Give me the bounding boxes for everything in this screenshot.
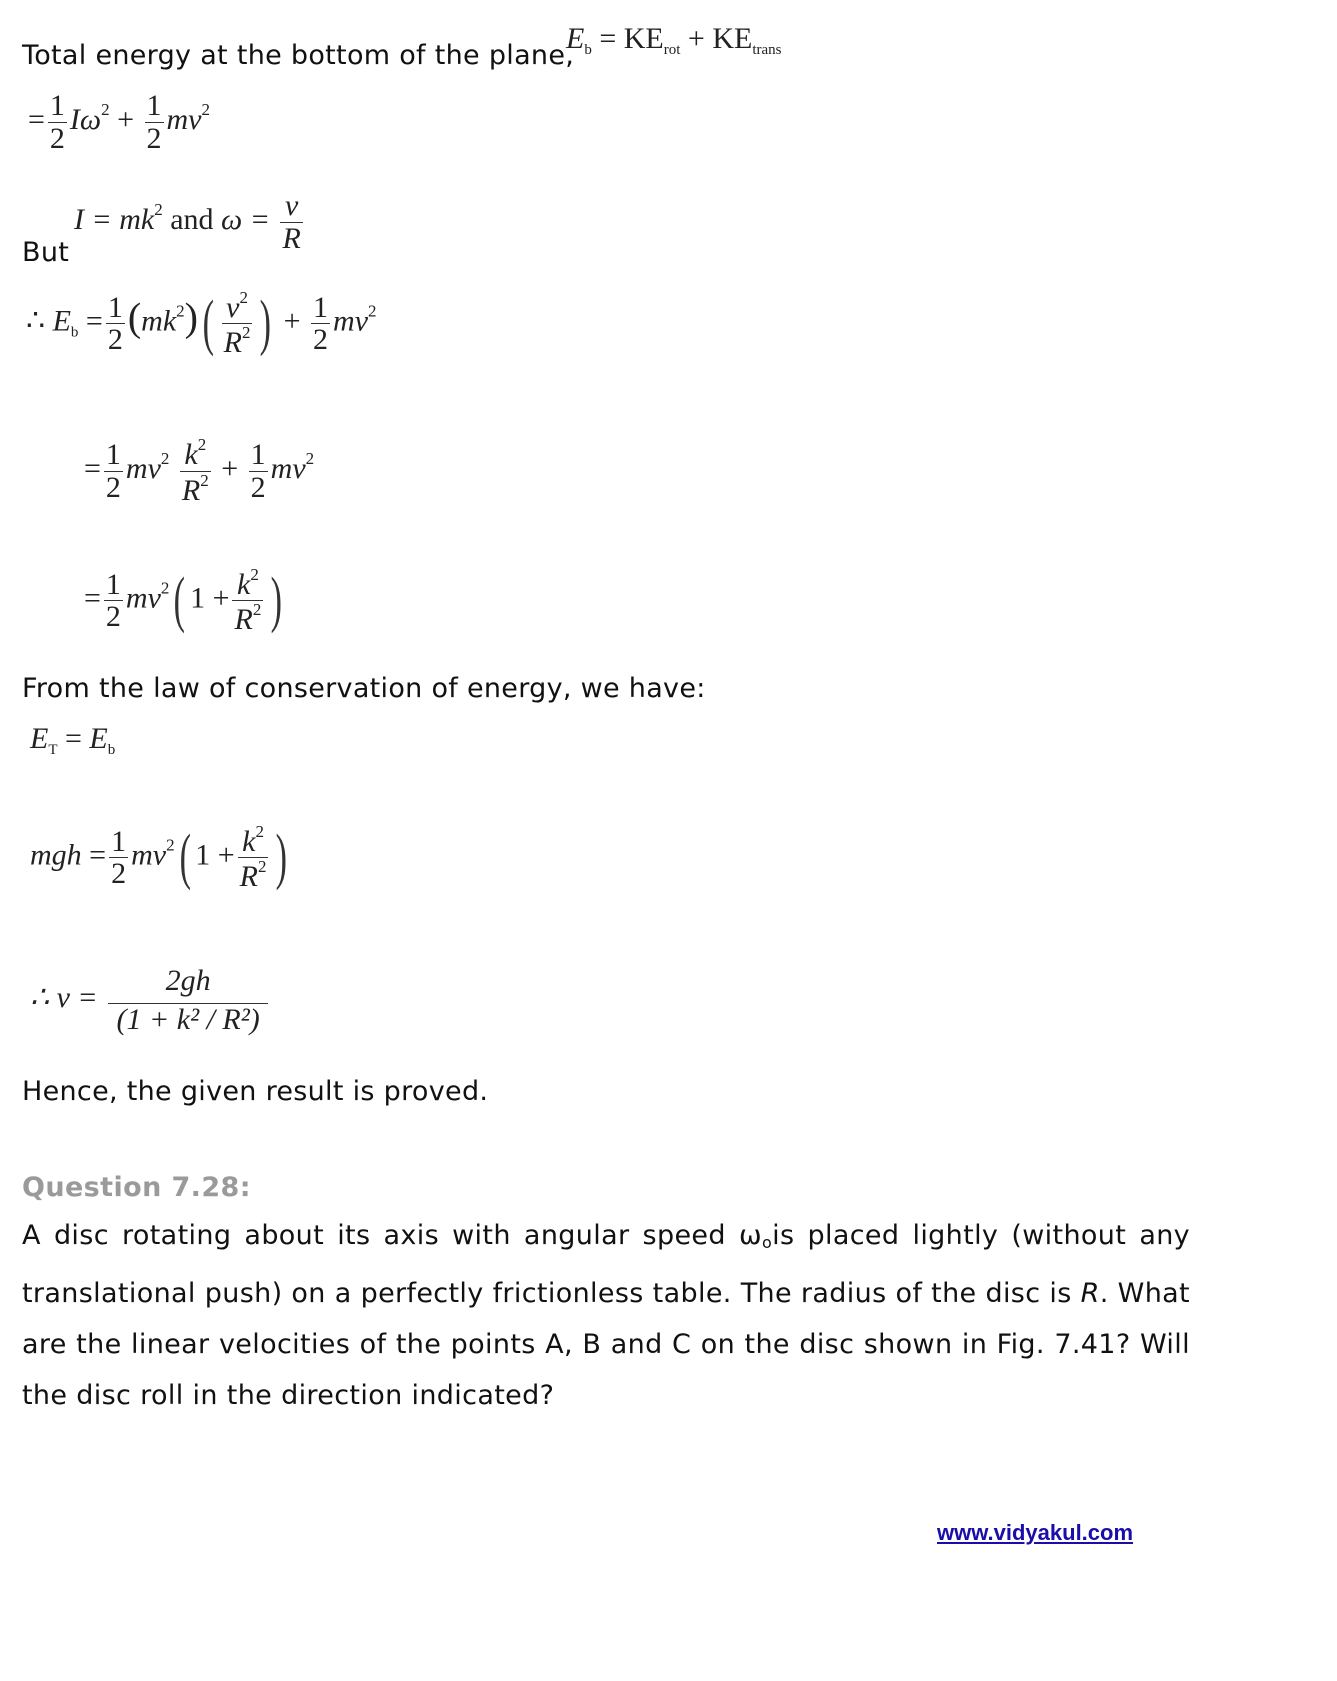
proved-text: Hence, the given result is proved. [22, 1076, 489, 1107]
but-eq-lhs: I = mk [74, 202, 155, 236]
but-label: But [22, 237, 70, 268]
eq-head-lhs: E [566, 22, 585, 55]
eq-1: = $\frac{1}{2}$ $I\omega^2$ + $\frac{1}{2}$ $mv^2$ [28, 89, 210, 155]
but-eq: $I = mk^2$ and ω = $\frac{v}{R}$ [74, 189, 301, 255]
eq-head-sub-b: b [584, 42, 592, 58]
question-part3: . What are the linear velocities of the points A, B and C on the disc shown in Fig. 7.41? Will the disc roll in the direction indicated? [22, 1278, 1190, 1411]
question-title: Question 7.28: [22, 1172, 251, 1203]
eq1-iw: Iω [69, 102, 102, 136]
eq-4: = $\frac{1}{2}$ $mv^2$( 1 + $\frac{k^2}{R^2}$ ) [84, 564, 283, 636]
eq-7: ∴ v = $\frac{2gh}{\text{(1 + k² / R²)}}$ [30, 965, 271, 1035]
but-eq-omega: ω = [221, 202, 270, 236]
eq-head: $E_b = KE_{rot} + KE_{trans}$ [566, 22, 782, 58]
frac-v-over-r: $\frac{v}{R}$ [282, 189, 301, 255]
eq-5: $E_T = E_b$ [30, 722, 116, 758]
conservation-text: From the law of conservation of energy, we have: [22, 673, 706, 704]
frac-half-b: $\frac{1}{2}$ [146, 89, 162, 155]
question-part2: is placed lightly (without any translational push) on a perfectly frictionless table. The radius of the disc is [22, 1220, 1191, 1309]
frac-half-a: $\frac{1}{2}$ [49, 89, 65, 155]
question-radius-symbol: R [1080, 1278, 1100, 1309]
eq-head-ke1: KE [623, 22, 664, 55]
footer-link[interactable]: www.vidyakul.com [937, 1520, 1134, 1545]
eq-6: mgh = $\frac{1}{2}$ $mv^2$( 1 + $\frac{k^2}{R^2}$ ) [30, 821, 288, 893]
question-paragraph [22, 1210, 1190, 1421]
but-eq-and: and [170, 202, 214, 236]
eq-head-ke2: KE [712, 22, 753, 55]
eq-head-sub-trans: trans [752, 42, 782, 58]
eq-2: ∴ $E_b$ = $\frac{1}{2}$ $(mk^2)$( $\frac{v^2}{R^2}$ ) + $\frac{1}{2}$ $mv^2$ [26, 287, 377, 359]
eq-3: = $\frac{1}{2}$ $mv^2$ $\frac{k^2}{R^2}$ + $\frac{1}{2}$ $mv^2$ [84, 435, 315, 507]
therefore-symbol: ∴ [26, 304, 46, 338]
eq1-mv: mv [166, 102, 202, 136]
intro-text: Total energy at the bottom of the plane, [22, 40, 575, 71]
eq-head-sub-rot: rot [663, 42, 681, 58]
question-part1: A disc rotating about its axis with angular speed ω [22, 1220, 762, 1251]
omega-subscript: o [761, 1233, 773, 1252]
